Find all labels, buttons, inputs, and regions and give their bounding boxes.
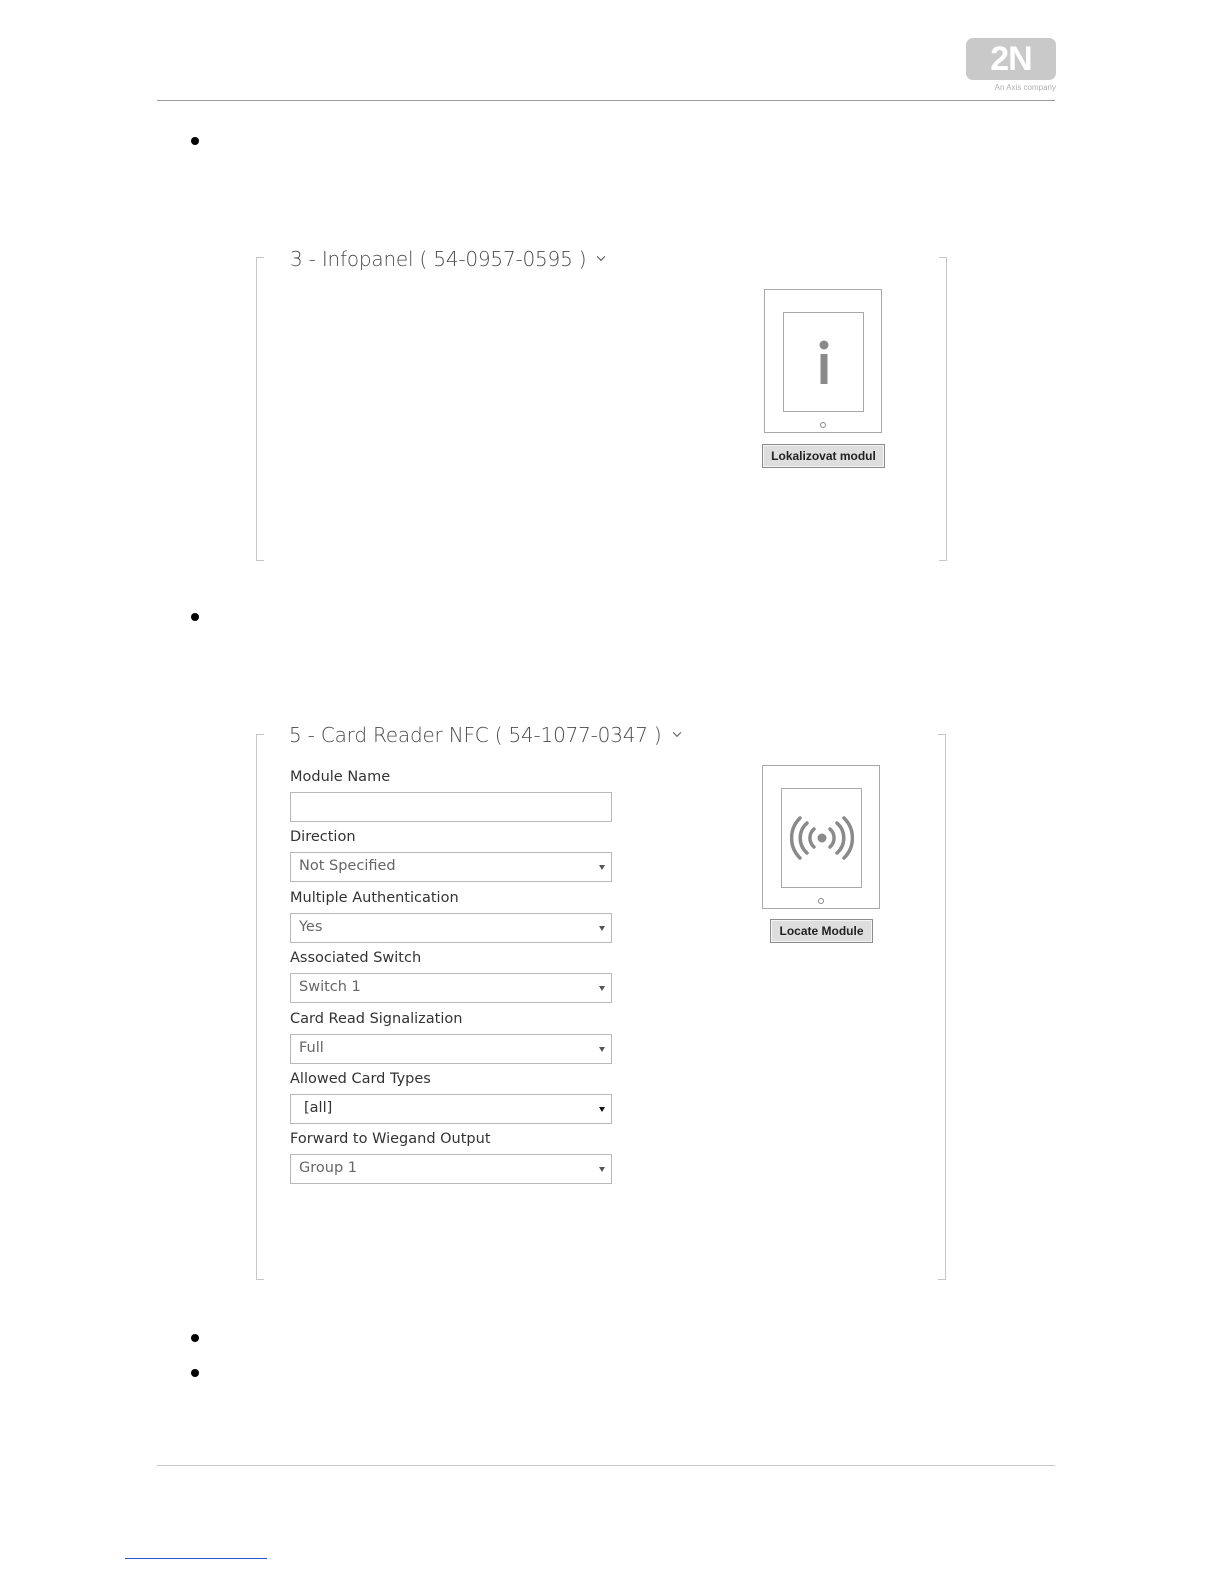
dropdown-arrow-icon	[599, 986, 605, 991]
dropdown-arrow-icon	[599, 1167, 605, 1172]
module-name-label: Module Name	[290, 769, 391, 785]
panel-right-bracket	[938, 734, 946, 1280]
footer-link-underline[interactable]	[125, 1558, 267, 1559]
infopanel-title[interactable]	[290, 247, 604, 271]
associated-switch-value: Switch 1	[299, 979, 361, 995]
dropdown-arrow-icon	[599, 865, 605, 870]
dropdown-arrow-icon	[599, 1047, 605, 1052]
forward-to-wiegand-output-select[interactable]	[290, 1154, 612, 1184]
bullet-1	[191, 137, 199, 145]
panel-left-bracket	[256, 257, 264, 561]
logo-text: 2N	[990, 40, 1032, 78]
device-led	[820, 422, 826, 428]
footer-divider	[157, 1465, 1055, 1466]
brand-logo	[966, 38, 1056, 80]
card-reader-title-text: 5 - Card Reader NFC ( 54-1077-0347 )	[289, 723, 662, 747]
forward-to-wiegand-output-label: Forward to Wiegand Output	[290, 1131, 491, 1147]
device-led	[818, 898, 824, 904]
panel-right-bracket	[939, 257, 947, 561]
info-icon	[814, 337, 834, 387]
bullet-3	[191, 1334, 199, 1342]
logo-subtitle: An Axis company	[994, 83, 1056, 92]
associated-switch-select[interactable]	[290, 973, 612, 1003]
direction-select[interactable]	[290, 852, 612, 882]
allowed-card-types-label: Allowed Card Types	[290, 1071, 431, 1087]
panel-left-bracket	[256, 734, 264, 1280]
nfc-icon	[790, 816, 854, 860]
bullet-4	[191, 1369, 199, 1377]
allowed-card-types-select[interactable]	[290, 1094, 612, 1124]
bullet-2	[191, 613, 199, 621]
device-screen	[781, 788, 862, 888]
chevron-down-icon[interactable]	[597, 252, 605, 260]
header-divider	[157, 100, 1055, 101]
forward-to-wiegand-output-value: Group 1	[299, 1160, 357, 1176]
associated-switch-label: Associated Switch	[290, 950, 422, 966]
card-read-signalization-value: Full	[299, 1040, 324, 1056]
dropdown-arrow-icon	[599, 926, 605, 931]
chevron-down-icon[interactable]	[672, 728, 680, 736]
card-reader-title[interactable]	[289, 723, 680, 747]
device-screen	[783, 312, 864, 412]
infopanel-title-text: 3 - Infopanel ( 54-0957-0595 )	[290, 247, 587, 271]
dropdown-arrow-icon	[599, 1107, 605, 1112]
direction-value: Not Specified	[299, 858, 396, 874]
multiple-authentication-label: Multiple Authentication	[290, 890, 459, 906]
module-name-input[interactable]	[290, 792, 612, 822]
card-reader-device-illustration	[762, 765, 880, 909]
allowed-card-types-value: [all]	[304, 1100, 333, 1116]
multiple-authentication-value: Yes	[299, 919, 323, 935]
card-read-signalization-select[interactable]	[290, 1034, 612, 1064]
locate-module-button-infopanel[interactable]: Lokalizovat modul	[762, 444, 885, 468]
multiple-authentication-select[interactable]	[290, 913, 612, 943]
direction-label: Direction	[290, 829, 356, 845]
infopanel-device-illustration	[764, 289, 882, 433]
card-read-signalization-label: Card Read Signalization	[290, 1011, 463, 1027]
locate-module-button-card-reader[interactable]: Locate Module	[770, 919, 873, 943]
